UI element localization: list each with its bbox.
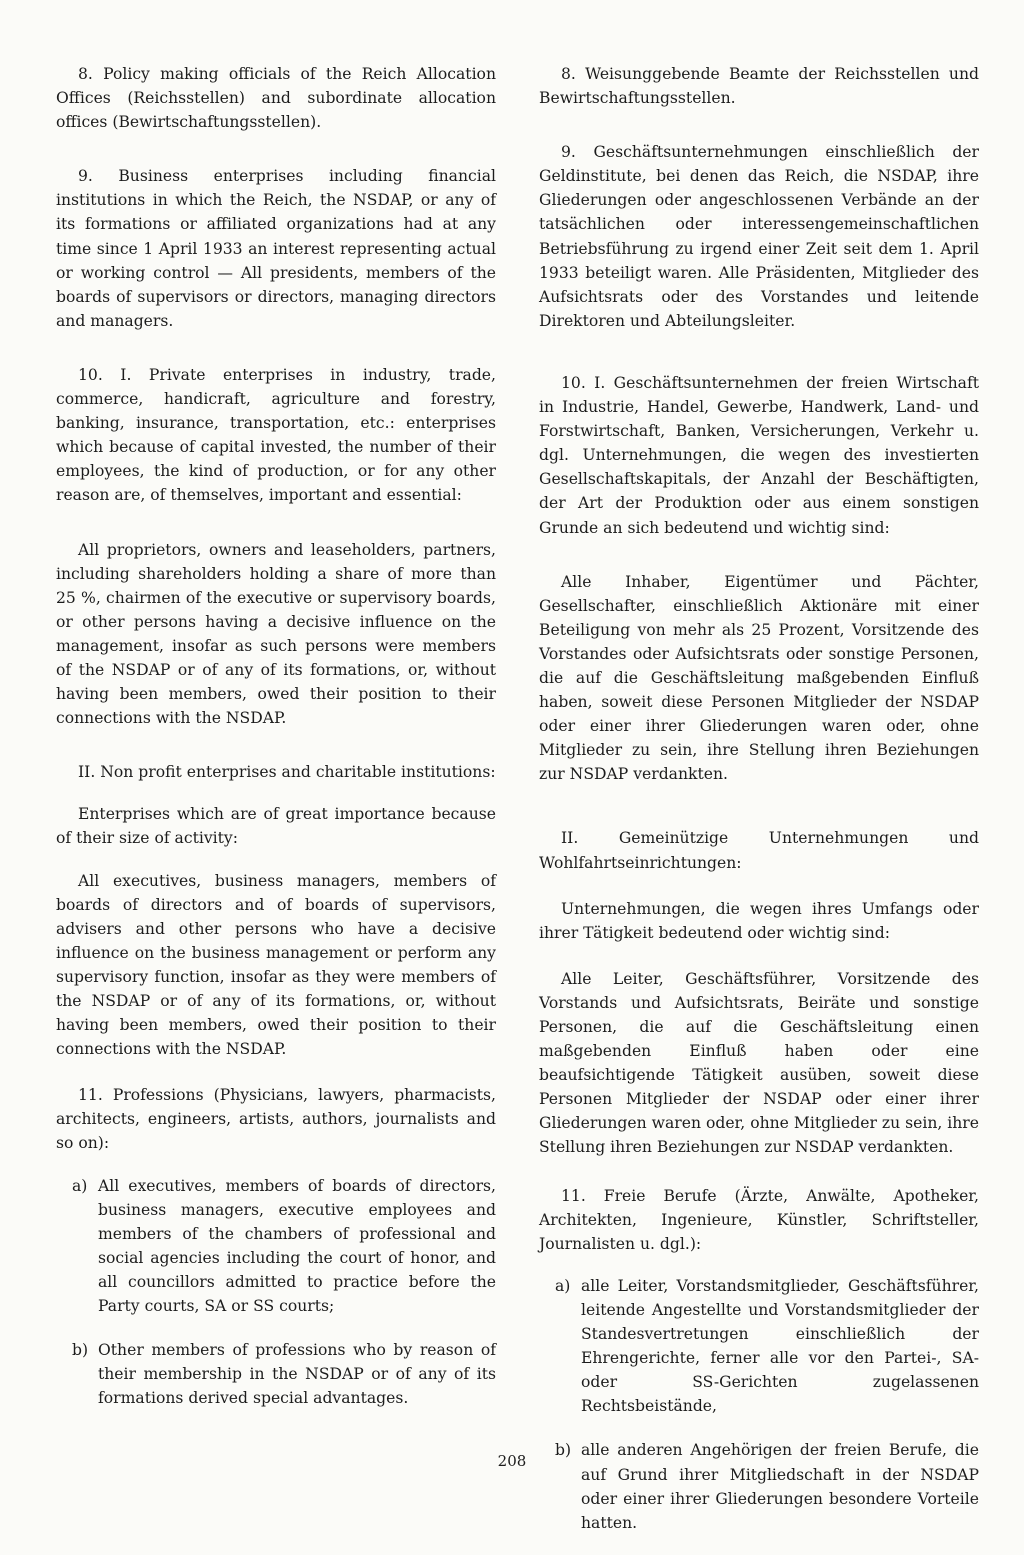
section-11-en: 11. Professions (Physicians, lawyers, pharmacists, architects, engineers, artists, authors, journalists and so on): [56,1086,496,1153]
item-label: b) [72,1341,89,1360]
section-10-i-de: 10. I. Geschäftsunternehmen der freien Wirtschaft in Industrie, Handel, Gewerbe, Handwerk, Land- und Forstwirtschaft, Banken, Versicherungen, Verkehr u. dgl. Unternehmungen, die wegen des investierten Gesellschaftskapitals, der Anzahl der Beschäftigten, der Art der Produktion oder aus einem sonstigen Grunde an sich bedeutend und wichtig sind: [539,373,979,537]
section-9-de: 9. Geschäftsunternehmungen einschließlich der Geldinstitute, bei denen das Reich, die NSDAP, ihre Gliederungen oder angeschlossenen Verbände an der tatsächlichen oder interessengemeinschaftlichen Betriebsführung zu irgend einer Zeit seit dem 1. April 1933 beteiligt waren. Alle Präsidenten, Mitglieder des Aufsichtsrats oder des Vorstandes und leitende Direktoren und Abteilungsleiter. [539,143,979,330]
section-10-ii-persons-de: Alle Leiter, Geschäftsführer, Vorsitzende des Vorstands und Aufsichtsrats, Beiräte und sonstige Personen, die auf die Geschäftsleitung einen maßgebenden Einfluß haben oder eine beaufsichtigende Tätigkeit ausüben, soweit diese Personen Mitglieder der NSDAP oder einer ihrer Gliederungen waren oder, ohne Mitglieder zu sein, ihre Stellung ihren Beziehungen zur NSDAP verdankten. [539,969,979,1157]
section-10-ii-enterprises-en: Enterprises which are of great importance because of their size of activity: [56,805,496,848]
section-10-ii-en: II. Non profit enterprises and charitable institutions: [78,763,496,782]
item-label: a) [72,1176,88,1195]
german-column [539,62,979,1555]
section-10-i-en: 10. I. Private enterprises in industry, trade, commerce, handicraft, agriculture and forestry, banking, insurance, transportation, etc.: enterprises which because of capital invested, the number of their employees, the kind of production, or for any other reason are, of themselves, important and essential: [56,365,496,505]
page-number: 208 [497,1452,527,1470]
item-text: alle anderen Angehörigen der freien Berufe, die auf Grund ihrer Mitgliedschaft in der NSDAP oder einer ihrer Gliederungen besondere Vorteile hatten. [581,1441,979,1532]
item-label: a) [555,1276,571,1295]
section-10-ii-de: II. Gemeinützige Unternehmungen und Wohlfahrtseinrichtungen: [539,829,979,872]
english-column [56,62,496,1430]
section-11-a-en [72,1174,496,1319]
section-8-en: 8. Policy making officials of the Reich Allocation Offices (Reichsstellen) and subordinate allocation offices (Bewirtschaftungsstellen). [56,65,496,132]
item-label: b) [555,1441,572,1460]
section-11-a-de [555,1274,979,1419]
item-text: alle Leiter, Vorstandsmitglieder, Geschäftsführer, leitende Angestellte und Vorstandsmitglieder der Standesvertretungen einschließlich der Ehrengerichte, ferner alle vor den Partei-, SA- oder SS-Gerichten zugelassenen Rechtsbeistände, [581,1276,979,1416]
section-10-ii-persons-en: All executives, business managers, members of boards of directors and of boards of supervisors, advisers and other persons who have a decisive influence on the business management or perform any supervisory function, insofar as they were members of the NSDAP or of any of its formations, or, without having been members, owed their position to their connections with the NSDAP. [56,871,496,1059]
section-10-i-persons-en: All proprietors, owners and leaseholders, partners, including shareholders holding a share of more than 25 %, chairmen of the executive or supervisory boards, or other persons having a decisive influence on the management, insofar as such persons were members of the NSDAP or of any of its formations, or, without having been members, owed their position to their connections with the NSDAP. [56,540,496,728]
section-8-de: 8. Weisunggebende Beamte der Reichsstellen und Bewirtschaftungsstellen. [539,65,979,108]
section-10-i-persons-de: Alle Inhaber, Eigentümer und Pächter, Gesellschafter, einschließlich Aktionäre mit einer Beteiligung von mehr als 25 Prozent, Vorsitzende des Vorstandes oder Aufsichtsrats oder sonstige Personen, die auf die Geschäftsleitung maßgebenden Einfluß haben, soweit diese Personen Mitglieder der NSDAP oder einer ihrer Gliederungen waren oder, ohne Mitglieder zu sein, ihre Stellung ihren Beziehungen zur NSDAP verdankten. [539,572,979,784]
section-11-de: 11. Freie Berufe (Ärzte, Anwälte, Apotheker, Architekten, Ingenieure, Künstler, Schriftsteller, Journalisten u. dgl.): [539,1186,979,1253]
section-10-ii-enterprises-de: Unternehmungen, die wegen ihres Umfangs oder ihrer Tätigkeit bedeutend oder wichtig sind: [539,899,979,942]
item-text: Other members of professions who by reason of their membership in the NSDAP or of any of its formations derived special advantages. [98,1341,496,1408]
section-9-en: 9. Business enterprises including financial institutions in which the Reich, the NSDAP, or any of its formations or affiliated organizations had at any time since 1 April 1933 an interest representing actual or working control — All presidents, members of the boards of supervisors or directors, managing directors and managers. [56,167,496,330]
item-text: All executives, members of boards of directors, business managers, executive employees and members of the chambers of professional and social agencies including the court of honor, and all councillors admitted to practice before the Party courts, SA or SS courts; [98,1176,496,1316]
section-11-b-en [72,1338,496,1410]
